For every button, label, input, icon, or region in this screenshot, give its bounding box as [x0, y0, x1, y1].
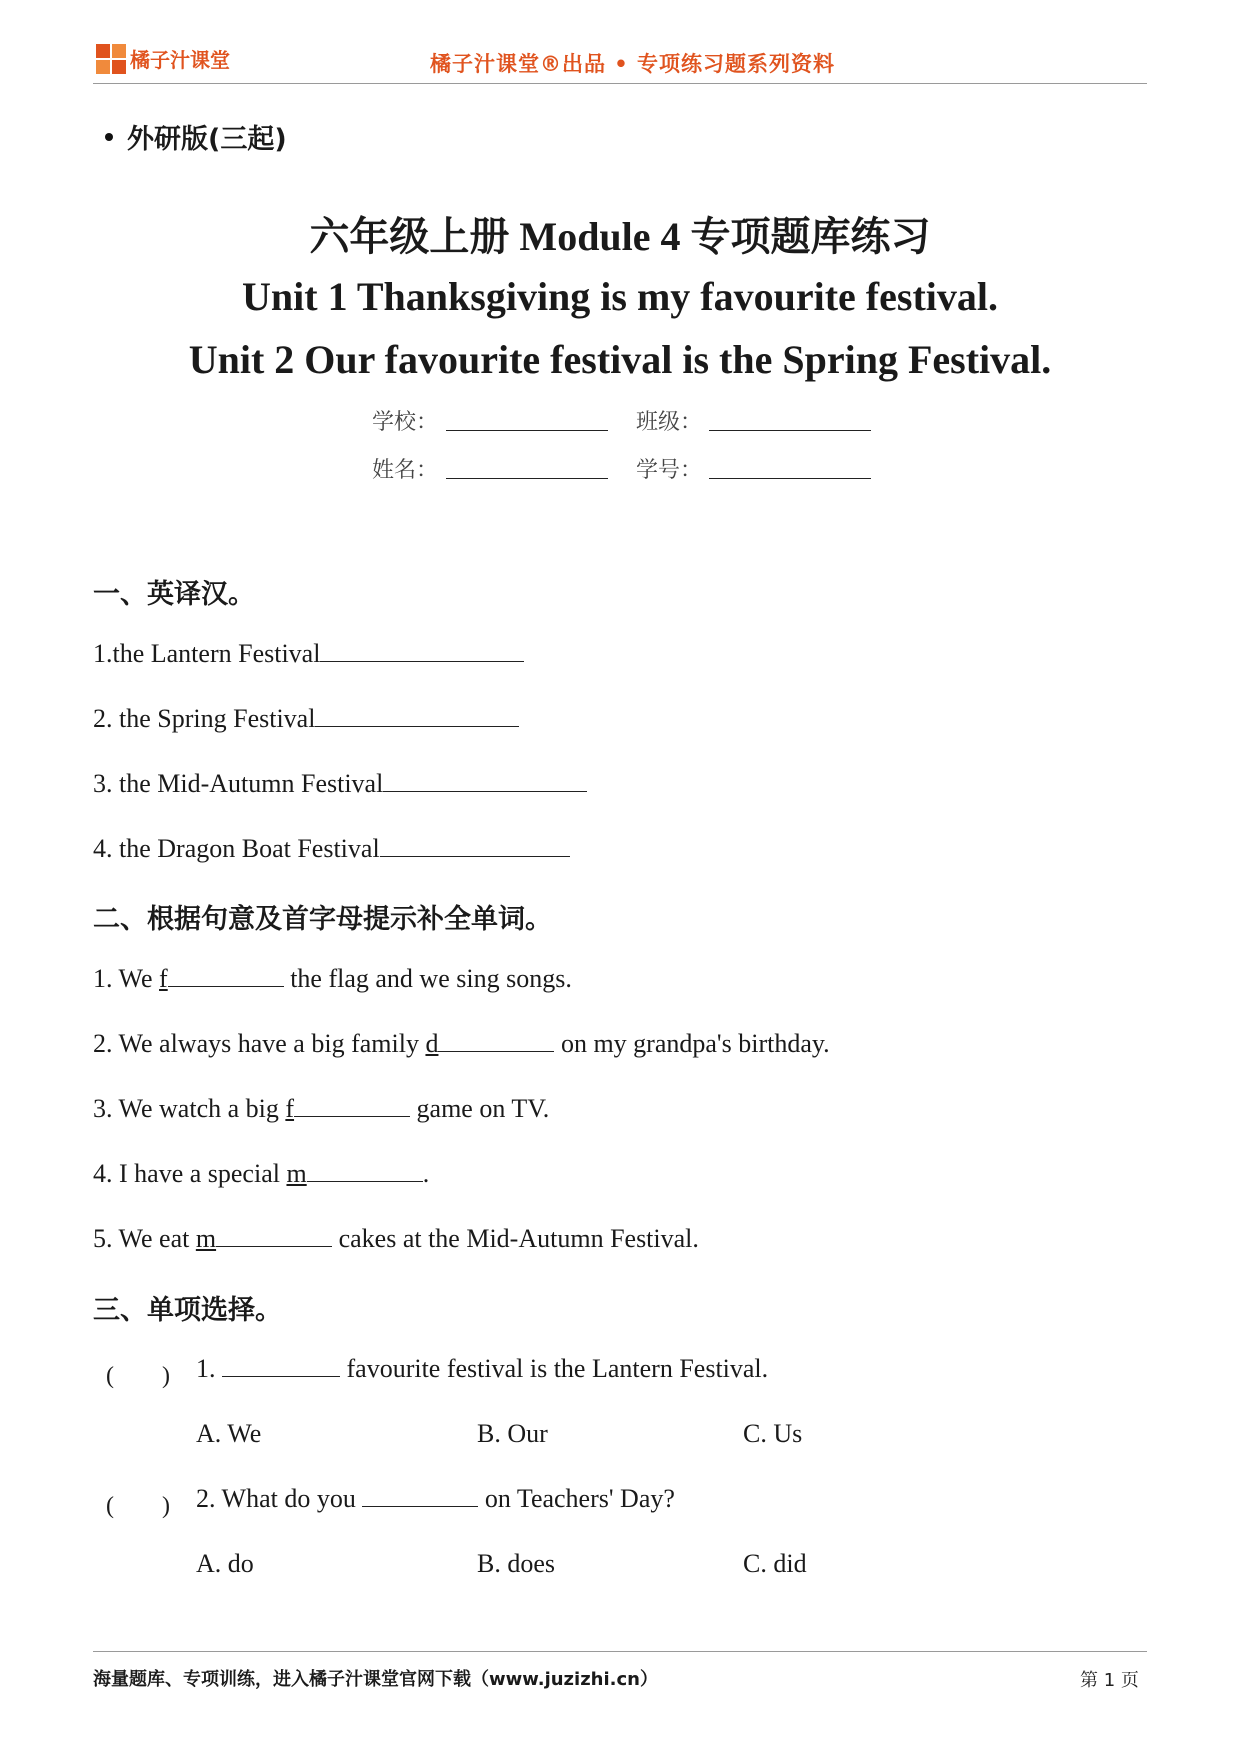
option-a[interactable]: A. do — [196, 1549, 254, 1578]
list-item: 4. I have a special m . — [93, 1159, 430, 1188]
list-item: 3. We watch a big f game on TV. — [93, 1094, 550, 1123]
answer-blank[interactable] — [307, 1159, 423, 1182]
name-label: 姓名： — [372, 458, 439, 483]
answer-blank[interactable] — [362, 1484, 478, 1507]
option-b[interactable]: B. Our — [477, 1419, 548, 1448]
class-label: 班级： — [636, 410, 703, 435]
header-divider — [93, 83, 1147, 84]
brand-name: 橘子汁课堂 — [130, 48, 230, 72]
bullet-icon — [105, 133, 113, 141]
option-c[interactable]: C. did — [743, 1549, 807, 1578]
header-tagline: 橘子汁课堂®出品 • 专项练习题系列资料 — [430, 52, 836, 76]
section-heading: 一、英译汉。 — [93, 579, 255, 610]
option-a[interactable]: A. We — [196, 1419, 262, 1448]
question-text: 1. favourite festival is the Lantern Festival. — [196, 1354, 769, 1383]
answer-blank[interactable] — [168, 964, 284, 987]
list-item: 2. We always have a big family d on my grandpa's birthday. — [93, 1029, 830, 1058]
list-item: 1. We f the flag and we sing songs. — [93, 964, 572, 993]
page-title: 六年级上册 Module 4 专项题库练习 — [309, 214, 931, 259]
footer-note: 海量题库、专项训练，进入橘子汁课堂官网下载（www.juzizhi.cn） — [93, 1669, 658, 1690]
answer-bracket[interactable]: ( ) — [106, 1493, 170, 1519]
page-number: 第 1 页 — [1080, 1670, 1139, 1691]
answer-blank[interactable] — [222, 1354, 340, 1377]
list-item: 4. the Dragon Boat Festival — [93, 834, 570, 864]
list-item: 5. We eat m cakes at the Mid-Autumn Festival. — [93, 1224, 699, 1253]
section-heading: 二、根据句意及首字母提示补全单词。 — [93, 904, 552, 935]
list-item: 2. the Spring Festival — [93, 704, 519, 734]
question-text: 2. What do you on Teachers' Day? — [196, 1484, 675, 1513]
list-item: 1.the Lantern Festival — [93, 639, 524, 669]
answer-blank[interactable] — [438, 1029, 554, 1052]
class-field[interactable] — [709, 430, 871, 431]
option-b[interactable]: B. does — [477, 1549, 555, 1578]
unit2-title: Unit 2 Our favourite festival is the Spring Festival. — [188, 337, 1052, 382]
answer-bracket[interactable]: ( ) — [106, 1363, 170, 1389]
name-field[interactable] — [446, 478, 608, 479]
student-number-field[interactable] — [709, 478, 871, 479]
answer-blank[interactable] — [216, 1224, 332, 1247]
section-heading: 三、单项选择。 — [93, 1295, 282, 1326]
answer-blank[interactable] — [294, 1094, 410, 1117]
footer-divider — [93, 1651, 1147, 1652]
number-label: 学号： — [636, 458, 703, 483]
unit1-title: Unit 1 Thanksgiving is my favourite festival. — [242, 274, 998, 319]
answer-blank[interactable] — [380, 834, 570, 857]
list-item: 3. the Mid-Autumn Festival — [93, 769, 587, 799]
brand-logo-icon — [96, 44, 128, 76]
edition-label: 外研版(三起) — [105, 117, 287, 156]
school-field[interactable] — [446, 430, 608, 431]
option-c[interactable]: C. Us — [743, 1419, 803, 1448]
school-label: 学校： — [372, 410, 439, 435]
answer-blank[interactable] — [315, 704, 519, 727]
answer-blank[interactable] — [383, 769, 587, 792]
answer-blank[interactable] — [320, 639, 524, 662]
